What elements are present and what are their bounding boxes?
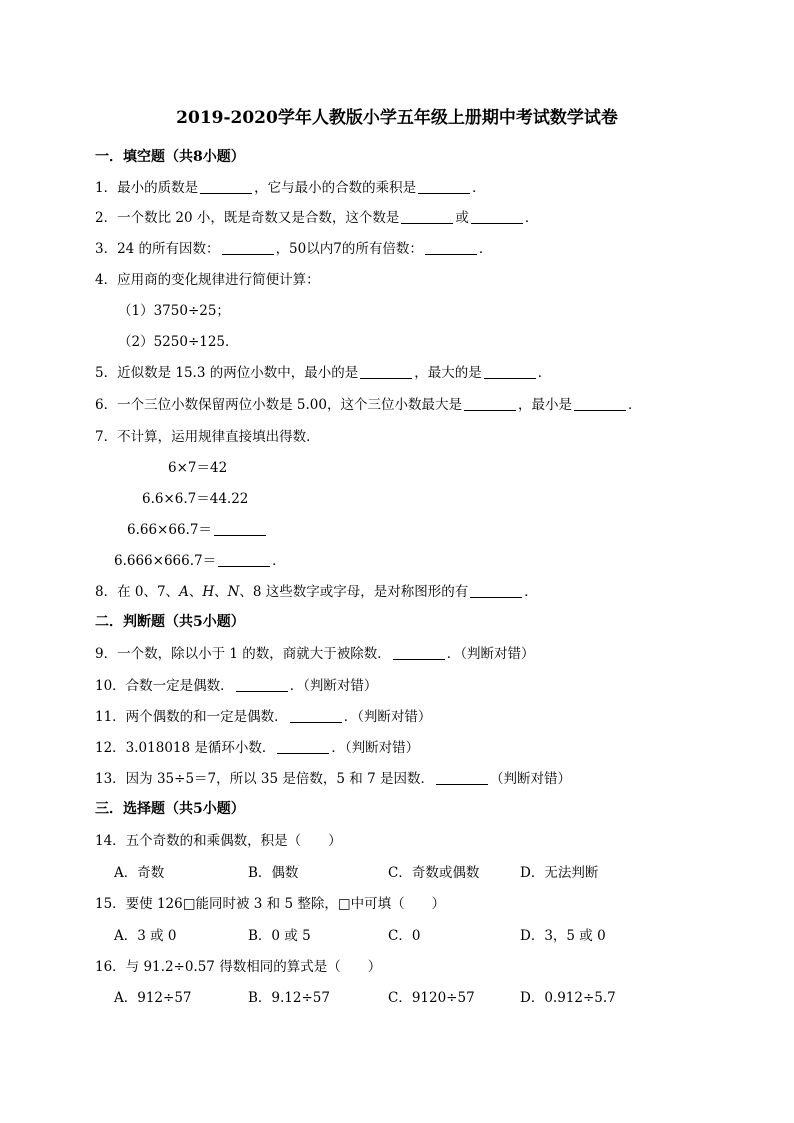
option-d[interactable]: D．3，5 或 0 — [520, 928, 606, 944]
question-4-part-1: （1）3750÷25； — [118, 303, 230, 319]
option-a[interactable]: A．奇数 — [114, 865, 165, 881]
question-text: 或 — [455, 210, 469, 226]
section-heading-fill-blank: 一．填空题（共8小题） — [95, 149, 245, 165]
question-text: 6．一个三位小数保留两位小数是 5.00，这个三位小数最大是 — [95, 397, 462, 413]
answer-blank[interactable] — [471, 222, 523, 224]
letter-n: N — [227, 584, 240, 600]
question-text: ，50以内7的所有倍数： — [275, 241, 423, 257]
question-text: 10．合数一定是偶数． — [95, 678, 234, 694]
answer-blank[interactable] — [470, 596, 522, 598]
answer-blank[interactable] — [464, 409, 516, 411]
question-text: 12．3.018018 是循环小数． — [95, 740, 276, 756]
question-text: ，它与最小的合数的乘积是 — [254, 180, 417, 196]
question-6 — [95, 393, 641, 413]
question-text: ．（判断对错） — [331, 740, 420, 756]
question-text: （判断对错） — [489, 771, 571, 787]
answer-blank[interactable] — [574, 409, 626, 411]
question-text: ． — [524, 584, 538, 600]
q7-equation-1: 6×7＝42 — [168, 460, 228, 476]
question-13 — [95, 767, 571, 787]
question-text: 5．近似数是 15.3 的两位小数中，最小的是 — [95, 365, 359, 381]
option-c[interactable]: C．奇数或偶数 — [388, 865, 480, 881]
page-title: 2019-2020学年人教版小学五年级上册期中考试数学试卷 — [176, 108, 618, 128]
question-text: 13．因为 35÷5＝7，所以 35 是倍数，5 和 7 是因数． — [95, 771, 434, 787]
question-text: ．（判断对错） — [343, 709, 432, 725]
option-c[interactable]: C．0 — [388, 928, 421, 944]
question-text: ．（判断对错） — [446, 646, 535, 662]
question-9 — [95, 642, 535, 662]
option-b[interactable]: B．偶数 — [248, 865, 299, 881]
q7-equation-2: 6.6×6.7＝44.22 — [142, 491, 249, 507]
answer-blank[interactable] — [401, 222, 453, 224]
answer-blank[interactable] — [360, 377, 412, 379]
separator: 、 — [188, 584, 203, 600]
answer-blank[interactable] — [290, 721, 342, 723]
question-7: 7．不计算，运用规律直接填出得数． — [95, 429, 320, 445]
answer-blank[interactable] — [393, 658, 445, 660]
section-heading-multiple-choice: 三．选择题（共5小题） — [95, 801, 245, 817]
answer-blank[interactable] — [277, 752, 329, 754]
question-text: ． — [478, 241, 493, 257]
answer-blank[interactable] — [484, 377, 536, 379]
question-text: 8．在 0、7、 — [95, 584, 180, 600]
question-12 — [95, 736, 419, 756]
letter-a: A — [179, 584, 189, 600]
answer-blank[interactable] — [222, 253, 274, 255]
option-c[interactable]: C．9120÷57 — [388, 990, 475, 1006]
question-text: 1．最小的质数是 — [95, 180, 199, 196]
question-text: 2．一个数比 20 小，既是奇数又是合数，这个数是 — [95, 210, 400, 226]
answer-blank[interactable] — [418, 192, 470, 194]
answer-blank[interactable] — [214, 534, 266, 536]
question-text: ．（判断对错） — [289, 678, 378, 694]
question-text: 9．一个数，除以小于 1 的数，商就大于被除数． — [95, 646, 391, 662]
question-text: 11．两个偶数的和一定是偶数． — [95, 709, 288, 725]
separator: 、 — [214, 584, 228, 600]
question-8 — [95, 580, 538, 600]
q7-equation-4 — [114, 549, 286, 569]
q7-equation-3 — [127, 518, 268, 538]
answer-blank[interactable] — [236, 690, 288, 692]
question-5 — [95, 361, 551, 381]
option-d[interactable]: D．0.912÷5.7 — [520, 990, 616, 1006]
question-text: ． — [524, 210, 539, 226]
question-11 — [95, 705, 431, 725]
question-text: ． — [627, 397, 642, 413]
question-4: 4．应用商的变化规律进行简便计算： — [95, 272, 320, 288]
question-text: ，最小是 — [517, 397, 572, 413]
question-10 — [95, 674, 377, 694]
option-b[interactable]: B．9.12÷57 — [248, 990, 330, 1006]
question-text: ，最大的是 — [414, 365, 482, 381]
option-a[interactable]: A．3 或 0 — [114, 928, 177, 944]
answer-blank[interactable] — [425, 253, 477, 255]
question-text: ． — [472, 180, 486, 196]
question-14: 14．五个奇数的和乘偶数，积是（ ） — [95, 833, 342, 849]
question-text: 、8 这些数字或字母，是对称图形的有 — [239, 584, 469, 600]
equation-text: 6.666×666.7＝ — [114, 553, 217, 569]
letter-h: H — [202, 584, 215, 600]
answer-blank[interactable] — [200, 192, 252, 194]
question-2 — [95, 206, 538, 226]
question-4-part-2: （2）5250÷125． — [118, 334, 239, 350]
section-heading-true-false: 二．判断题（共5小题） — [95, 614, 245, 630]
option-a[interactable]: A．912÷57 — [114, 990, 192, 1006]
question-text: 3．24 的所有因数： — [95, 241, 220, 257]
option-d[interactable]: D．无法判断 — [520, 865, 599, 881]
question-1 — [95, 176, 486, 196]
answer-blank[interactable] — [436, 783, 488, 785]
equation-text: 6.66×66.7＝ — [127, 522, 212, 538]
question-3 — [95, 237, 492, 257]
question-15: 15．要使 126□能同时被 3 和 5 整除，□中可填（ ） — [95, 896, 446, 912]
answer-blank[interactable] — [218, 565, 270, 567]
question-text: ． — [537, 365, 552, 381]
option-b[interactable]: B．0 或 5 — [248, 928, 311, 944]
question-16: 16．与 91.2÷0.57 得数相同的算式是（ ） — [95, 959, 382, 975]
equation-end: ． — [272, 553, 286, 569]
